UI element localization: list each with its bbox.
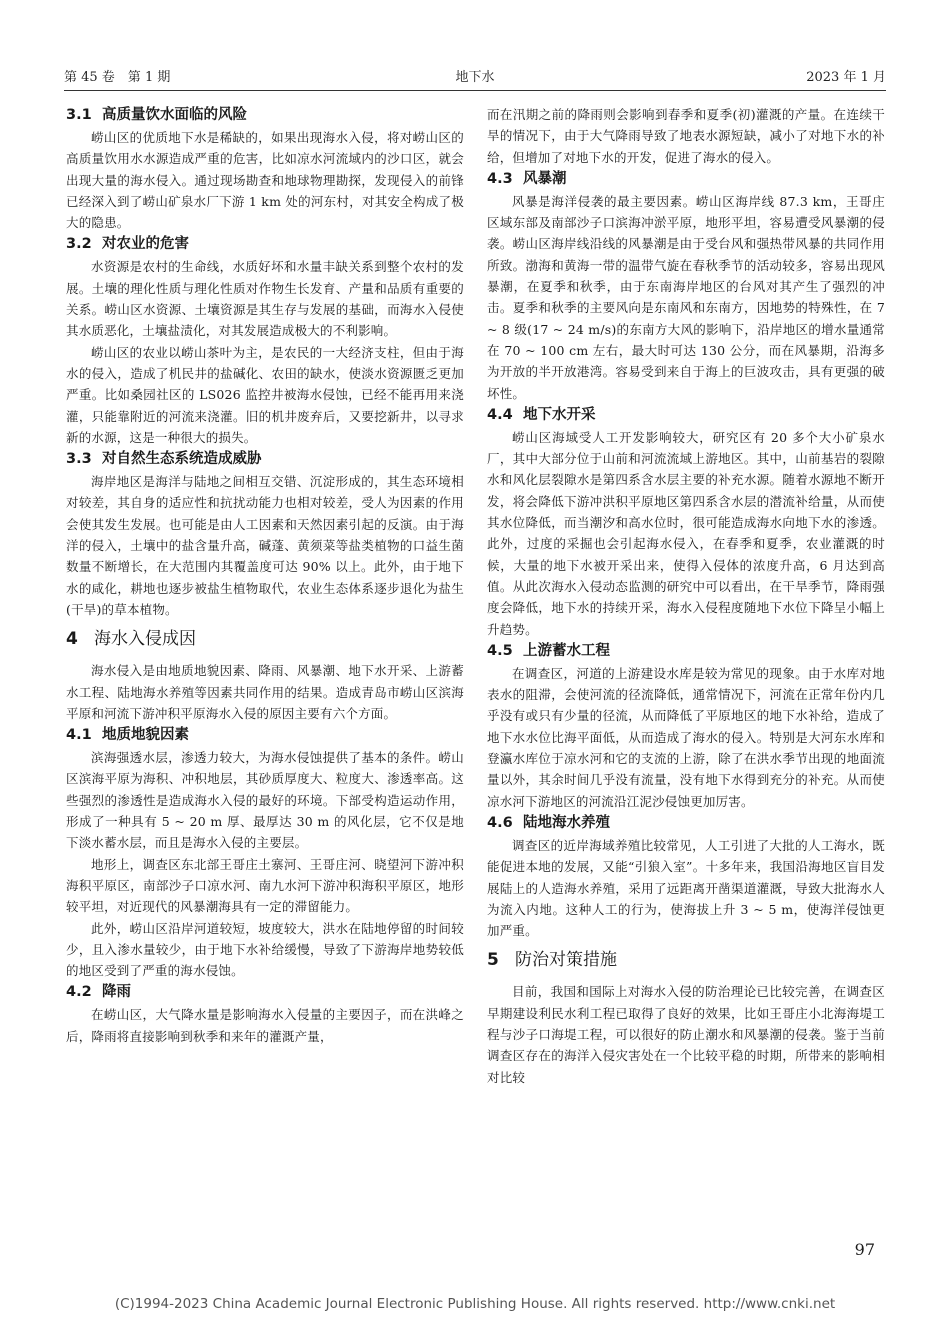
paragraph-continued: 而在汛期之前的降雨则会影响到春季和夏季(初)灌溉的产量。在连续干旱的情况下，由于大气降雨导致了地表水源短缺，减小了对地下水的补给，但增加了对地下水的开发，促进了海水的侵入。 — [487, 107, 885, 165]
heading-4-1: 4.1 地质地貌因素 — [66, 727, 189, 744]
heading-section-4: 4 海水入侵成因 — [66, 629, 196, 650]
paragraph: 风暴是海洋侵袭的最主要因素。崂山区海岸线 87.3 km，王哥庄区域东部及南部沙子口滨海冲淤平原，地形平坦，容易遭受风暴潮的侵袭。崂山区海岸线沿线的风暴潮是由于受台风和强热带风暴的共同作用所致。渤海和黄海一带的温带气旋在春秋季节的活动较多，容易出现风暴潮，在夏季和秋季，由于东南海岸地区的台风对其产生了强烈的冲击。夏季和秋季的主要风向是东南风和东南方，因地势的特殊性，在 7 ~ 8 级(17 ~ 24 m/s)的东南方大风的影响下，沿岸地区的增水量通常在 70 ~ 100 cm 左右，最大时可达 130 公分，而在风暴期，沿海多为开放的半开放港湾。容易受到来自于海上的巨波攻击，具有更强的破坏性。 — [487, 193, 885, 401]
heading-4-6: 4.6 陆地海水养殖 — [487, 814, 610, 831]
heading-4-5: 4.5 上游蓄水工程 — [487, 642, 610, 659]
heading-3-2: 3.2 对农业的危害 — [66, 236, 189, 253]
paragraph: 崂山区的优质地下水是稀缺的，如果出现海水入侵，将对崂山区的高质量饮用水水源造成严重的危害，比如凉水河流域内的沙口区，就会出现大量的海水侵入。通过现场勘查和地球物理勘探，发现侵入的前锋已经深入到了崂山矿泉水厂下游 1 km 处的河东村，对其安全构成了极大的隐患。 — [66, 130, 464, 231]
page-number: 97 — [854, 1240, 875, 1259]
paragraph: 滨海强透水层，渗透力较大，为海水侵蚀提供了基本的条件。崂山区滨海平原为海积、冲积地层，其砂质厚度大、粒度大、渗透率高。这些强烈的渗透性是造成海水入侵的最好的环境。下部受构造运动作用，形成了一种具有 5 ~ 20 m 厚、最厚达 30 m 的风化层，它不仅是地下淡水蓄水层，而且是海水入侵的主要层。 — [66, 750, 464, 851]
paragraph: 水资源是农村的生命线，水质好坏和水量丰缺关系到整个农村的发展。土壤的理化性质与理化性质对作物生长发育、产量和品质有重要的关系。崂山区水资源、土壤资源是其生存与发展的基础，而海水入侵使其水质恶化，土壤盐渍化，对其发展造成极大的不利影响。 — [66, 259, 464, 339]
heading-section-5: 5 防治对策措施 — [487, 950, 617, 971]
paragraph: 海岸地区是海洋与陆地之间相互交错、沉淀形成的，其生态环境相对较差，其自身的适应性和抗扰动能力也相对较差，受人为因素的作用会使其发生发展。也可能是由人工因素和天然因素引起的反演。由于海洋的侵入，土壤中的盐含量升高，碱蓬、黄须菜等盐类植物的口益生菌数量不断增长，在大范围内其覆盖度可达 90% 以上。此外，由于地下水的咸化，耕地也逐步被盐生植物取代，农业生态体系逐步退化为盐生(干旱)的草本植物。 — [66, 474, 464, 617]
running-header — [64, 66, 886, 88]
paragraph: 地形上，调查区东北部王哥庄土寨河、王哥庄河、晓望河下游冲积海积平原区，南部沙子口凉水河、南九水河下游冲积海积平原区，地形较平坦，对近现代的风暴潮海具有一定的滞留能力。 — [66, 856, 464, 915]
paragraph: 崂山区海域受人工开发影响较大，研究区有 20 多个大小矿泉水厂，其中大部分位于山前和河流流域上游地区。其中，山前基岩的裂隙水和风化层裂隙水是第四系含水层主要的补充水源。随着水源地不断开发，将会降低下游冲洪积平原地区第四系含水层的潜流补给量，从而使其水位降低，而当潮汐和高水位时，很可能造成海水向地下水的渗透。此外，过度的采掘也会引起海水侵入，在春季和夏季，农业灌溉的时候，大量的地下水被开采出来，使得入侵体的浓度升高，6 月达到高值。从此次海水入侵动态监测的研究中可以看出，在干旱季节，降雨强度会降低，地下水的持续开采，海水入侵程度随地下水位下降呈小幅上升趋势。 — [487, 429, 885, 637]
paragraph: 海水侵入是由地质地貌因素、降雨、风暴潮、地下水开采、上游蓄水工程、陆地海水养殖等因素共同作用的结果。造成青岛市崂山区滨海平原和河流下游冲积平原海水入侵的原因主要有六个方面。 — [66, 663, 464, 721]
header-volume-issue: 第 45 卷 第 1 期 — [64, 70, 171, 85]
header-journal-title: 地下水 — [455, 70, 495, 85]
paragraph: 目前，我国和国际上对海水入侵的防治理论已比较完善，在调查区早期建设利民水利工程已取得了良好的效果，比如王哥庄小北海海堤工程与沙子口海堤工程，可以很好的防止潮水和风暴潮的侵袭。鉴于当前调查区存在的海洋入侵灾害处在一个比较平稳的时期，所带来的影响相对比较 — [487, 984, 885, 1085]
heading-3-1: 3.1 高质量饮水面临的风险 — [66, 107, 247, 123]
paragraph: 此外，崂山区沿岸河道较短，坡度较大，洪水在陆地停留的时间较少，且入渗水量较少，由于地下水补给缓慢，导致了下游海岸地势较低的地区受到了严重的海水侵蚀。 — [66, 920, 464, 979]
paragraph: 在崂山区，大气降水量是影响海水入侵量的主要因子，而在洪峰之后，降雨将直接影响到秋季和来年的灌溉产量， — [66, 1007, 464, 1044]
heading-3-3: 3.3 对自然生态系统造成威胁 — [66, 451, 262, 468]
heading-4-2: 4.2 降雨 — [66, 984, 131, 1001]
paragraph: 调查区的近岸海域养殖比较常见，人工引进了大批的人工海水，既能促进本地的发展，又能“引狼入室”。十多年来，我国沿海地区盲目发展陆上的人造海水养殖，采用了远距离开凿渠道灌溉，导致大批海水人为流入内地。这种人工的行为，使海拔上升 3 ~ 5 m，使海洋侵蚀更加严重。 — [487, 837, 885, 939]
paragraph: 在调查区，河道的上游建设水库是较为常见的现象。由于水库对地表水的阻滞，会使河流的径流降低，通常情况下，河流在正常年份内几乎没有或只有少量的径流，从而降低了平原地区的地下水补给，造成了地下水水位比海平面低，从而造成了海水的侵入。特别是大河东水库和登瀛水库位于凉水河和它的支流的上游，除了在洪水季节出现的地面流量以外，其余时间几乎没有流量，没有地下水得到充分的补充。从而使凉水河下游地区的河流沿江泥沙侵蚀更加厉害。 — [487, 665, 885, 809]
heading-4-3: 4.3 风暴潮 — [487, 170, 567, 187]
header-date: 2023 年 1 月 — [806, 70, 886, 85]
heading-4-4: 4.4 地下水开采 — [487, 406, 596, 423]
left-column — [66, 104, 464, 1047]
copyright-footer: (C)1994-2023 China Academic Journal Electronic Publishing House. All rights reserved. http://www.cnki.net — [114, 1296, 836, 1312]
paragraph: 崂山区的农业以崂山茶叶为主，是农民的一大经济支柱，但由于海水的侵入，造成了机民井的盐碱化、农田的缺水，使淡水资源匮乏更加严重。比如桑园社区的 LS026 监控井被海水侵蚀，已经不能再用来浇灌，只能靠附近的河流来浇灌。旧的机井废弃后，又要挖新井，以寻求新的水源，这是一种很大的损失。 — [66, 344, 464, 445]
header-rule — [64, 90, 886, 91]
right-column — [487, 104, 885, 1088]
